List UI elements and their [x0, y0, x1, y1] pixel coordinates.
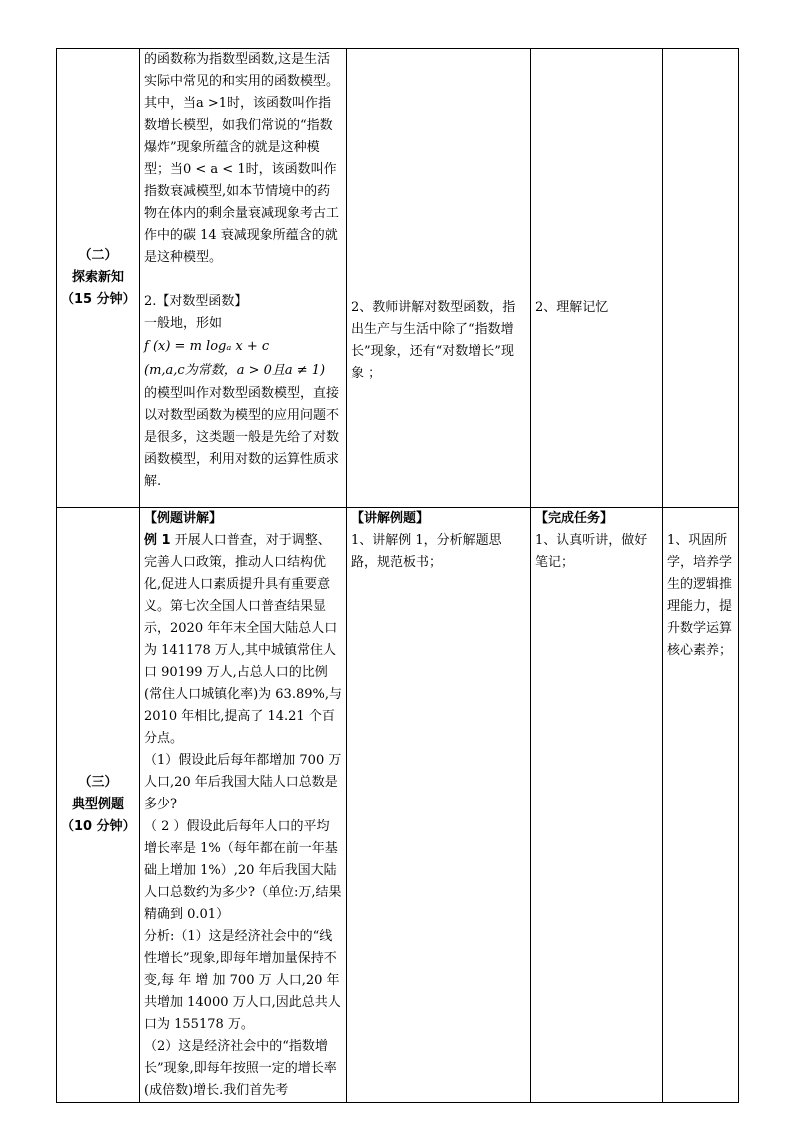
stage-title: 典型例题: [71, 797, 124, 812]
teacher-cell-examples: [347, 508, 531, 1103]
stage-cell-examples: [57, 508, 140, 1103]
question-1: （1）假设此后每年都增加 700 万人口,20 年后我国大陆人口总数是多少?: [144, 753, 342, 812]
content-paragraph: 的模型叫作对数型函数模型，直接以对数型函数为模型的应用问题不是很多，这类题一般是先给了对数函数模型，利用对数的运算性质求解.: [144, 386, 340, 489]
stage-duration: （15 分钟）: [61, 292, 136, 307]
student-heading: 【完成任务】: [535, 511, 614, 526]
student-activity: 2、理解记忆: [535, 300, 609, 315]
intent-cell-examples: [663, 508, 739, 1103]
formula-conditions: (m,a,c为常数，a > 0且a ≠ 1): [144, 363, 326, 378]
student-activity: 1、认真听讲，做好笔记；: [535, 533, 648, 570]
content-cell-examples: [140, 508, 347, 1103]
lesson-plan-table: [56, 48, 739, 1103]
teacher-cell-explore: [347, 49, 531, 508]
table-row-explore: [57, 49, 739, 508]
question-2: （ 2 ）假设此后每年人口的平均增长率是 1%（每年都在前一年基础上增加 1%）,20 年后我国大陆人口总数约为多少?（单位:万,结果精确到 0.01）: [144, 819, 342, 922]
stage-cell-explore: [57, 49, 140, 508]
analysis-1: 分析:（1）这是经济社会中的“线性增长”现象,即每年增加量保持不变,每 年 增 加 700 万 人口,20 年共增加 14000 万人口,因此总共人口为 155178 万。: [144, 929, 341, 1032]
teacher-activity: 1、讲解例 1，分析解题思路，规范板书；: [351, 533, 502, 570]
design-intent: 1、巩固所学，培养学生的逻辑推理能力，提升数学运算核心素养；: [667, 533, 733, 658]
stage-number: （二）: [78, 248, 118, 263]
student-cell-explore: [531, 49, 663, 508]
example-text: 开展人口普查，对于调整、完善人口政策，推动人口结构优化,促进人口素质提升具有重要意义。第七次全国人口普查结果显示，2020 年年末全国大陆总人口为 141178 万人,其中城镇常住人口 90199 万人,占总人口的比例(常住人口城镇化率)为 63.89%,与 2010 年相比,提高了 14.21 个百分点。: [144, 533, 342, 746]
stage-title: 探索新知: [71, 270, 124, 285]
section-heading: 【例题讲解】: [144, 511, 223, 526]
stage-duration: （10 分钟）: [61, 819, 136, 834]
content-paragraph: 的函数称为指数型函数,这是生活实际中常见的和实用的函数模型。其中，当a >1时，该函数叫作指数增长模型，如我们常说的“指数爆炸”现象所蕴含的就是这种模型；当0 < a < 1时，该函数叫作指数衰减模型,如本节情境中的药物在体内的剩余量衰减现象考古工作中的碳 14 衰减现象所蕴含的就是这种模型。: [144, 52, 340, 265]
student-cell-examples: [531, 508, 663, 1103]
teacher-activity: 2、教师讲解对数型函数，指出生产与生活中除了“指数增长”现象，还有“对数增长”现象 ；: [351, 300, 516, 381]
content-cell-explore: [140, 49, 347, 508]
analysis-2: （2）这是经济社会中的“指数增长”现象,即每年按照一定的增长率(成倍数)增长.我们首先考: [144, 1039, 337, 1098]
teacher-heading: 【讲解例题】: [351, 511, 430, 526]
content-paragraph: 一般地，形如: [144, 316, 223, 331]
intent-cell-explore: [663, 49, 739, 508]
table-row-examples: [57, 508, 739, 1103]
example-paragraph: [144, 530, 342, 750]
stage-number: （三）: [78, 775, 118, 790]
example-label: 例 1: [144, 533, 171, 548]
section-heading: 2.【对数型函数】: [144, 294, 248, 309]
formula-line: f (x) = m logₐ x + c: [144, 339, 270, 354]
